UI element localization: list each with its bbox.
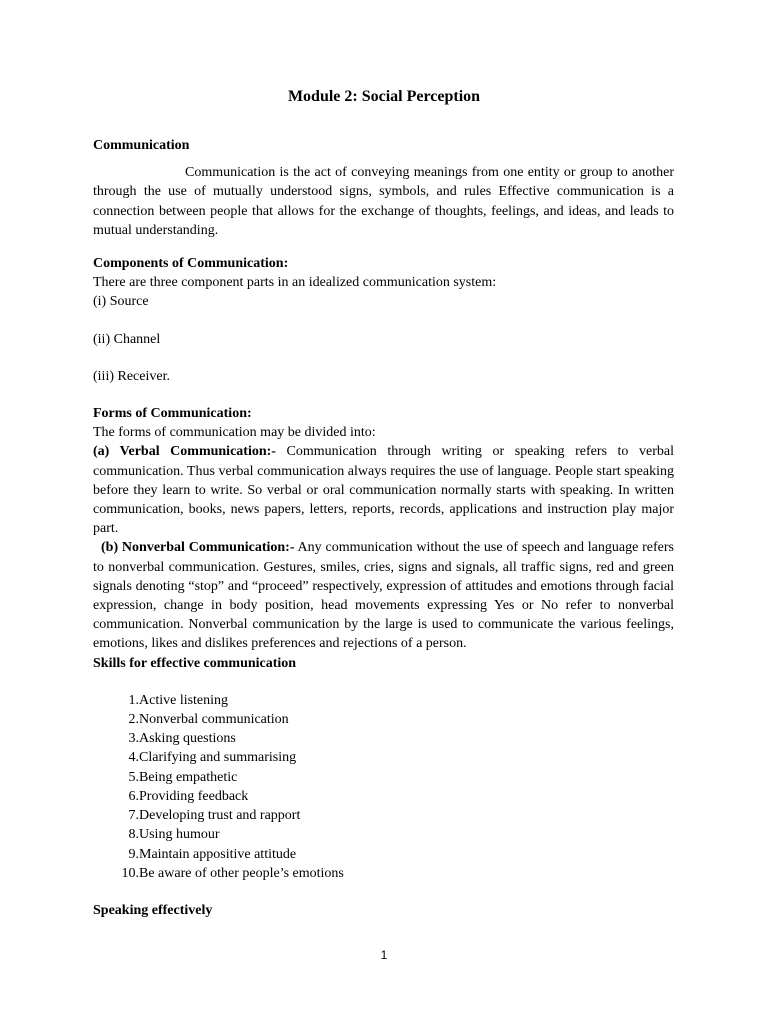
document-body: [93, 136, 674, 920]
list-number: 9.: [128, 846, 139, 862]
component-item: (ii) Channel: [93, 331, 161, 347]
nonverbal-text: Any communication without the use of speech and language refers to nonverbal communication. Gestures, smiles, cries, signs and signals, all traffic signs, red and green signals denoting “stop” and “proceed” respectively, expression of attitudes and emotions through facial expression, change in body position, head movements expressing Yes or No refer to nonverbal communication. Nonverbal communication by the large is used to communicate the various feelings, emotions, likes and dislikes preferences and rejections of a person.: [93, 540, 674, 652]
list-text: Providing feedback: [139, 788, 249, 804]
list-text: Active listening: [139, 692, 229, 708]
component-item: (iii) Receiver.: [93, 368, 170, 384]
skills-heading: Skills for effective communication: [93, 655, 297, 671]
list-number: 1.: [128, 692, 139, 708]
list-item: [93, 806, 674, 825]
list-number: 2.: [128, 712, 139, 728]
list-number: 4.: [128, 750, 139, 766]
list-number: 10.: [121, 865, 139, 881]
list-item: [93, 710, 674, 729]
verbal-paragraph: [93, 442, 674, 538]
page-title: Module 2: Social Perception: [287, 88, 481, 105]
speaking-heading: Speaking effectively: [93, 902, 213, 918]
list-number: 6.: [128, 788, 139, 804]
page-number: 1: [380, 948, 388, 962]
list-item: [93, 691, 674, 710]
communication-heading: Communication: [93, 138, 190, 153]
list-text: Using humour: [139, 827, 220, 843]
list-item: [93, 864, 674, 883]
list-text: Maintain appositive attitude: [139, 846, 297, 862]
list-item: [93, 787, 674, 806]
components-intro: There are three component parts in an idealized communication system:: [93, 275, 497, 291]
list-number: 3.: [128, 731, 139, 747]
nonverbal-paragraph: [93, 538, 674, 653]
communication-paragraph: Communication is the act of conveying meanings from one entity or group to another through the use of mutually understood signs, symbols, and rules Effective communication is a connection between people that allows for the exchange of thoughts, feelings, and ideas, and leads to mutual understanding.: [93, 165, 674, 238]
verbal-label: (a) Verbal Communication:-: [93, 444, 276, 460]
list-number: 5.: [128, 769, 139, 785]
list-text: Being empathetic: [139, 769, 238, 785]
forms-intro: The forms of communication may be divided into:: [93, 425, 376, 441]
list-text: Developing trust and rapport: [139, 808, 301, 824]
nonverbal-label: (b) Nonverbal Communication:-: [101, 540, 295, 556]
list-text: Be aware of other people’s emotions: [139, 865, 344, 881]
list-number: 7.: [128, 808, 139, 824]
list-item: [93, 729, 674, 748]
list-item: [93, 825, 674, 844]
list-item: [93, 768, 674, 787]
list-number: 8.: [128, 827, 139, 843]
forms-heading: Forms of Communication:: [93, 406, 252, 422]
list-item: [93, 748, 674, 767]
skills-list: [93, 691, 674, 883]
list-text: Nonverbal communication: [139, 712, 289, 728]
components-heading: Components of Communication:: [93, 256, 289, 272]
verbal-text: Communication through writing or speaking refers to verbal communication. Thus verbal communication always requires the use of language. People start speaking before they learn to write. So verbal or oral communication normally starts with speaking. In written communication, books, news papers, letters, reports, records, applications and instruction play major part.: [93, 444, 674, 537]
list-text: Clarifying and summarising: [139, 750, 297, 766]
list-text: Asking questions: [139, 731, 236, 747]
list-item: [93, 845, 674, 864]
component-item: (i) Source: [93, 294, 149, 310]
